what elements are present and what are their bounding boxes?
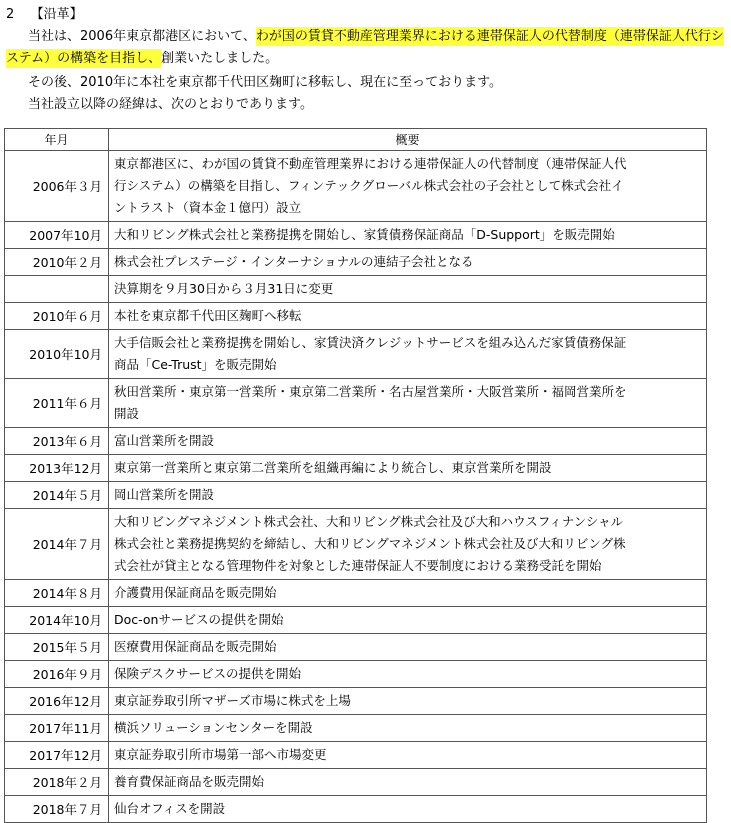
summary-line: 決算期を９月30日から３月31日に変更 xyxy=(114,281,334,296)
row-summary xyxy=(109,330,707,379)
summary-line: 大和リビングマネジメント株式会社、大和リビング株式会社及び大和ハウスフィナンシャル xyxy=(114,514,624,529)
table-row xyxy=(5,769,707,796)
row-date: 2010年10月 xyxy=(5,330,109,379)
summary-line: 秋田営業所・東京第一営業所・東京第二営業所・名古屋営業所・大阪営業所・福岡営業所を xyxy=(114,384,627,399)
table-row xyxy=(5,742,707,769)
row-date: 2014年10月 xyxy=(5,607,109,634)
summary-line: 開設 xyxy=(114,406,140,421)
summary-line: 医療費用保証商品を販売開始 xyxy=(114,639,277,654)
summary-line: 介護費用保証商品を販売開始 xyxy=(114,585,277,600)
row-date: 2006年３月 xyxy=(5,151,109,222)
summary-line: 横浜ソリューションセンターを開設 xyxy=(114,720,313,735)
table-row xyxy=(5,482,707,509)
summary-line: 式会社が貸主となる管理物件を対象とした連帯保証人不要制度における業務受託を開始 xyxy=(114,558,602,573)
summary-line: 東京都港区に、わが国の賃貸不動産管理業界における連帯保証人の代替制度（連帯保証人代 xyxy=(114,156,627,171)
row-date: 2016年９月 xyxy=(5,661,109,688)
row-summary xyxy=(109,634,707,661)
summary-line: 株式会社プレステージ・インターナショナルの連結子会社となる xyxy=(114,254,474,269)
intro-text-before: 当社は、2006年東京都港区において、 xyxy=(28,29,256,44)
table-row xyxy=(5,688,707,715)
row-date: 2017年11月 xyxy=(5,715,109,742)
summary-line: 仙台オフィスを開設 xyxy=(114,801,226,816)
table-row xyxy=(5,607,707,634)
intro-paragraph-1 xyxy=(6,26,726,70)
row-summary xyxy=(109,509,707,580)
row-date: 2014年５月 xyxy=(5,482,109,509)
summary-line: 大手信販会社と業務提携を開始し、家賃決済クレジットサービスを組み込んだ家賃債務保証 xyxy=(114,335,627,350)
highlighted-text: わが国の賃貸不動産管理業界における連帯保証人の代替制度（連帯保証人代行システム）の構築を目指し、 xyxy=(6,29,724,66)
summary-line: Doc-onサービスの提供を開始 xyxy=(114,612,284,627)
summary-line: 保険デスクサービスの提供を開始 xyxy=(114,666,302,681)
row-date: 2013年６月 xyxy=(5,428,109,455)
summary-line: 大和リビング株式会社と業務提携を開始し、家賃債務保証商品「D-Support」を販売開始 xyxy=(114,227,615,242)
row-date: 2017年12月 xyxy=(5,742,109,769)
row-date: 2007年10月 xyxy=(5,222,109,249)
row-date: 2013年12月 xyxy=(5,455,109,482)
row-date: 2011年６月 xyxy=(5,379,109,428)
row-summary xyxy=(109,661,707,688)
summary-line: 養育費保証商品を販売開始 xyxy=(114,774,265,789)
table-row xyxy=(5,715,707,742)
row-date: 2014年８月 xyxy=(5,580,109,607)
row-date: 2016年12月 xyxy=(5,688,109,715)
table-row xyxy=(5,509,707,580)
intro-paragraph-3: 当社設立以降の経緯は、次のとおりであります。 xyxy=(28,97,313,112)
summary-line: 東京第一営業所と東京第二営業所を組織再編により統合し、東京営業所を開設 xyxy=(114,460,552,475)
row-summary xyxy=(109,276,707,303)
summary-line: 東京証券取引所マザーズ市場に株式を上場 xyxy=(114,693,351,708)
row-summary xyxy=(109,303,707,330)
table-row xyxy=(5,796,707,823)
section-title: 【沿革】 xyxy=(30,7,83,22)
row-summary xyxy=(109,249,707,276)
table-row xyxy=(5,634,707,661)
intro-text-after: 創業いたしました。 xyxy=(161,51,279,66)
row-summary xyxy=(109,769,707,796)
table-header-row xyxy=(5,129,707,151)
row-summary xyxy=(109,379,707,428)
row-summary xyxy=(109,607,707,634)
row-date: 2010年６月 xyxy=(5,303,109,330)
row-summary xyxy=(109,455,707,482)
history-table xyxy=(4,128,707,823)
summary-line: 株式会社と業務提携契約を締結し、大和リビングマネジメント株式会社及び大和リビング株 xyxy=(114,536,626,551)
row-summary xyxy=(109,715,707,742)
table-row xyxy=(5,379,707,428)
table-row xyxy=(5,276,707,303)
summary-line: 行システム）の構築を目指し、フィンテックグローバル株式会社の子会社として株式会社イ xyxy=(114,178,624,193)
summary-line: 東京証券取引所市場第一部へ市場変更 xyxy=(114,747,327,762)
table-row xyxy=(5,222,707,249)
row-date: 2018年２月 xyxy=(5,769,109,796)
summary-line: 本社を東京都千代田区麹町へ移転 xyxy=(114,308,302,323)
section-number: 2 xyxy=(6,7,15,22)
row-summary xyxy=(109,222,707,249)
column-header-summary: 概要 xyxy=(109,129,707,151)
row-date: 2010年２月 xyxy=(5,249,109,276)
row-summary xyxy=(109,482,707,509)
summary-line: 富山営業所を開設 xyxy=(114,433,215,448)
table-row xyxy=(5,661,707,688)
intro-paragraph-2: その後、2010年に本社を東京都千代田区麹町に移転し、現在に至っております。 xyxy=(28,75,503,90)
row-summary xyxy=(109,428,707,455)
summary-line: 岡山営業所を開設 xyxy=(114,487,215,502)
row-date: 2014年７月 xyxy=(5,509,109,580)
table-body xyxy=(5,151,707,823)
row-summary xyxy=(109,688,707,715)
table-row xyxy=(5,330,707,379)
table-row xyxy=(5,428,707,455)
row-summary xyxy=(109,796,707,823)
table-row xyxy=(5,580,707,607)
row-date: 2015年５月 xyxy=(5,634,109,661)
summary-line: 商品「Ce-Trust」を販売開始 xyxy=(114,357,277,372)
table-row xyxy=(5,303,707,330)
row-summary xyxy=(109,580,707,607)
table-row xyxy=(5,249,707,276)
summary-line: ントラスト（資本金１億円）設立 xyxy=(114,200,302,215)
table-row xyxy=(5,455,707,482)
row-summary xyxy=(109,151,707,222)
row-date xyxy=(5,276,109,303)
column-header-date: 年月 xyxy=(5,129,109,151)
section-heading xyxy=(6,6,83,24)
row-date: 2018年７月 xyxy=(5,796,109,823)
row-summary xyxy=(109,742,707,769)
table-row xyxy=(5,151,707,222)
